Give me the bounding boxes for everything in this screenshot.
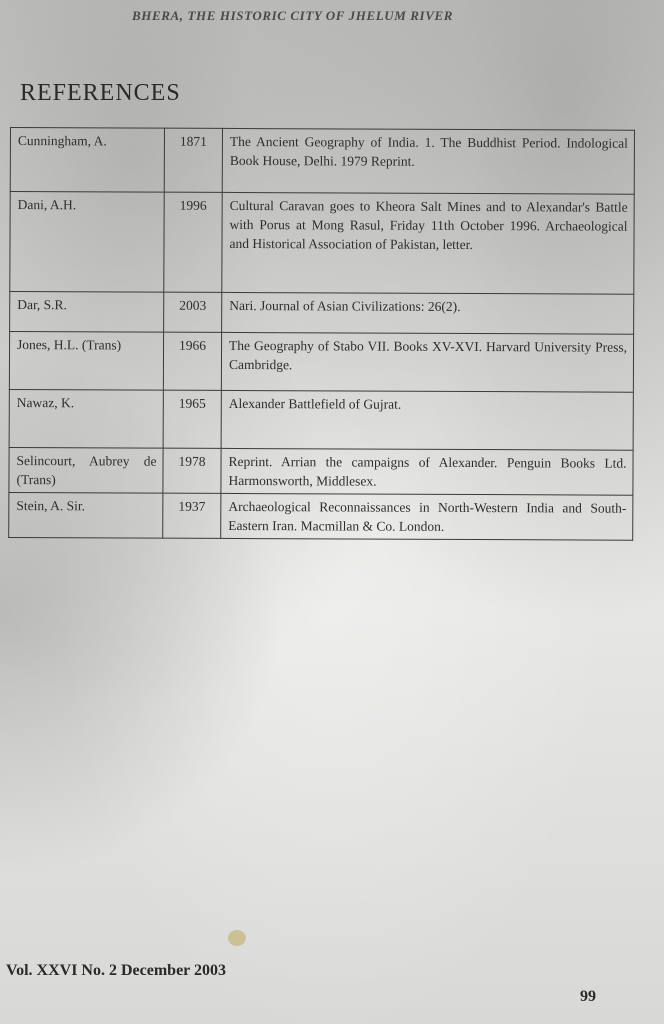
reference-cell: The Geography of Stabo VII. Books XV-XVI. Harvard University Press, Cambridge.: [221, 332, 633, 392]
year-cell: 2003: [164, 292, 222, 332]
year-cell: 1937: [163, 493, 221, 538]
section-title: REFERENCES: [20, 80, 181, 106]
year-cell: 1996: [164, 192, 222, 292]
references-table: [8, 127, 635, 541]
reference-cell: Alexander Battlefield of Gujrat.: [221, 390, 633, 450]
table-row: [9, 492, 633, 540]
paper-stain: [228, 930, 246, 946]
year-cell: 1978: [163, 448, 221, 493]
year-cell: 1965: [163, 390, 221, 448]
reference-cell: The Ancient Geography of India. 1. The Buddhist Period. Indological Book House, Delhi. 1979 Reprint.: [222, 128, 634, 194]
table-row: [10, 192, 634, 295]
author-cell: Dani, A.H.: [10, 192, 164, 293]
author-cell: Jones, H.L. (Trans): [9, 332, 163, 391]
author-cell: Nawaz, K.: [9, 389, 163, 448]
author-cell: Cunningham, A.: [10, 128, 164, 193]
page-number: 99: [580, 988, 596, 1005]
reference-cell: Reprint. Arrian the campaigns of Alexander. Penguin Books Ltd. Harmonsworth, Middlesex.: [221, 448, 633, 495]
year-cell: 1871: [164, 128, 222, 192]
reference-cell: Cultural Caravan goes to Kheora Salt Mines and to Alexandar's Battle with Porus at Mong Rasul, Friday 11th October 1996. Archaeological and Historical Association of Pakistan, letter.: [222, 192, 634, 294]
table-row: [9, 389, 633, 450]
table-row: [9, 447, 633, 495]
table-row: [10, 128, 634, 195]
reference-cell: Archaeological Reconnaissances in North-Western India and South-Eastern Iran. Macmillan & Co. London.: [221, 493, 633, 540]
reference-cell: Nari. Journal of Asian Civilizations: 26(2).: [222, 292, 634, 334]
year-cell: 1966: [163, 332, 221, 390]
author-cell: Selincourt, Aubrey de (Trans): [9, 447, 163, 493]
running-head: BHERA, THE HISTORIC CITY OF JHELUM RIVER: [132, 8, 454, 23]
issue-footer: Vol. XXVI No. 2 December 2003: [6, 962, 226, 979]
author-cell: Stein, A. Sir.: [9, 492, 163, 538]
table-row: [10, 292, 634, 335]
author-cell: Dar, S.R.: [10, 292, 164, 333]
table-row: [9, 332, 633, 393]
